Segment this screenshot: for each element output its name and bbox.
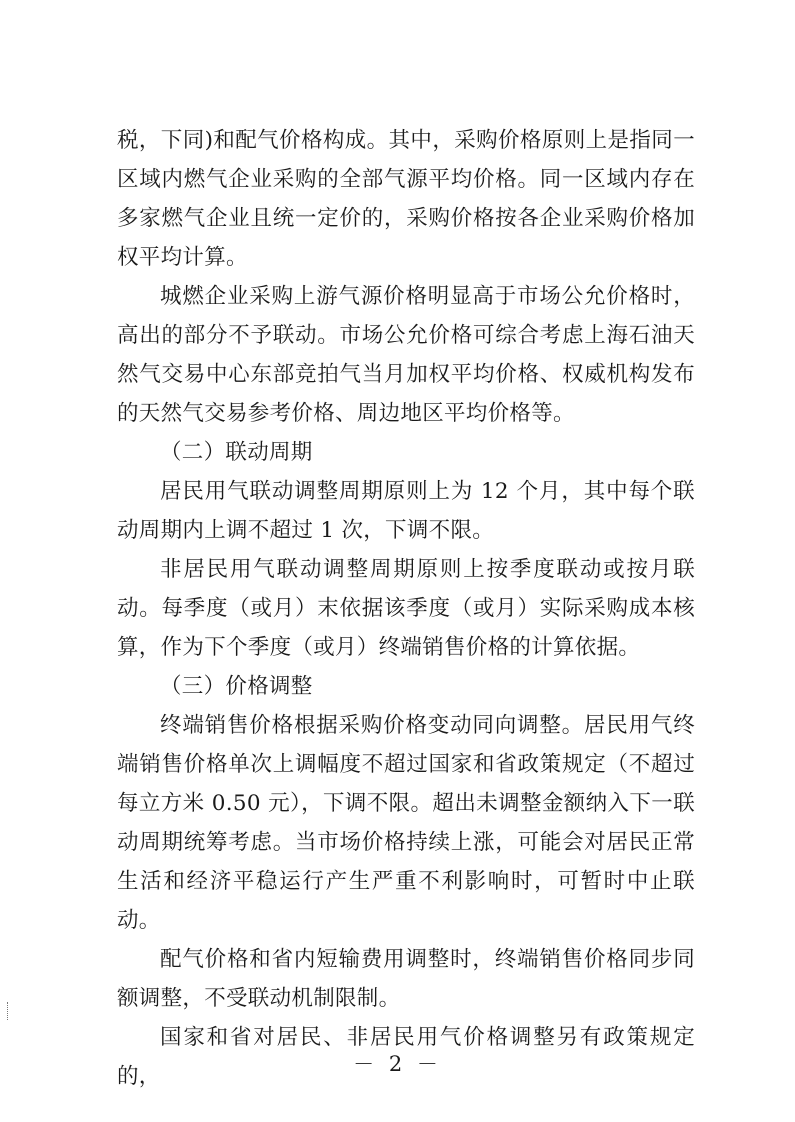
paragraph-price-composition: 税，下同)和配气价格构成。其中，采购价格原则上是指同一区域内燃气企业采购的全部气源平均价格。同一区域内存在多家燃气企业且统一定价的，采购价格按各企业采购价格加权平均计算。 bbox=[117, 128, 695, 270]
page-number: － 2 － bbox=[353, 1052, 442, 1076]
paragraph-residential-cycle: 居民用气联动调整周期原则上为 12 个月，其中每个联动周期内上调不超过 1 次，下调不限。 bbox=[117, 479, 695, 543]
document-body bbox=[117, 121, 695, 1096]
paragraph-distribution-fee-adjustment: 配气价格和省内短输费用调整时，终端销售价格同步同额调整，不受联动机制限制。 bbox=[117, 947, 695, 1011]
paragraph-policy-exception: 国家和省对居民、非居民用气价格调整另有政策规定的， bbox=[117, 1025, 695, 1089]
paragraph-terminal-price-adjustment: 终端销售价格根据采购价格变动同向调整。居民用气终端销售价格单次上调幅度不超过国家和省政策规定（不超过每立方米 0.50 元），下调不限。超出未调整金额纳入下一联动周期统筹考虑。当市场价格持续上涨，可能会对居民正常生活和经济平稳运行产生严重不利影响时，可暂时中止联动。 bbox=[117, 713, 695, 933]
paragraph-non-residential-cycle: 非居民用气联动调整周期原则上按季度联动或按月联动。每季度（或月）末依据该季度（或月）实际采购成本核算，作为下个季度（或月）终端销售价格的计算依据。 bbox=[117, 557, 695, 660]
paragraph-fair-market-price: 城燃企业采购上游气源价格明显高于市场公允价格时，高出的部分不予联动。市场公允价格可综合考虑上海石油天然气交易中心东部竞拍气当月加权平均价格、权威机构发布的天然气交易参考价格、周边地区平均价格等。 bbox=[117, 284, 695, 426]
margin-binding-mark bbox=[7, 1002, 9, 1020]
section-heading-linkage-cycle: （二）联动周期 bbox=[160, 440, 313, 465]
section-heading-price-adjustment: （三）价格调整 bbox=[160, 674, 313, 699]
